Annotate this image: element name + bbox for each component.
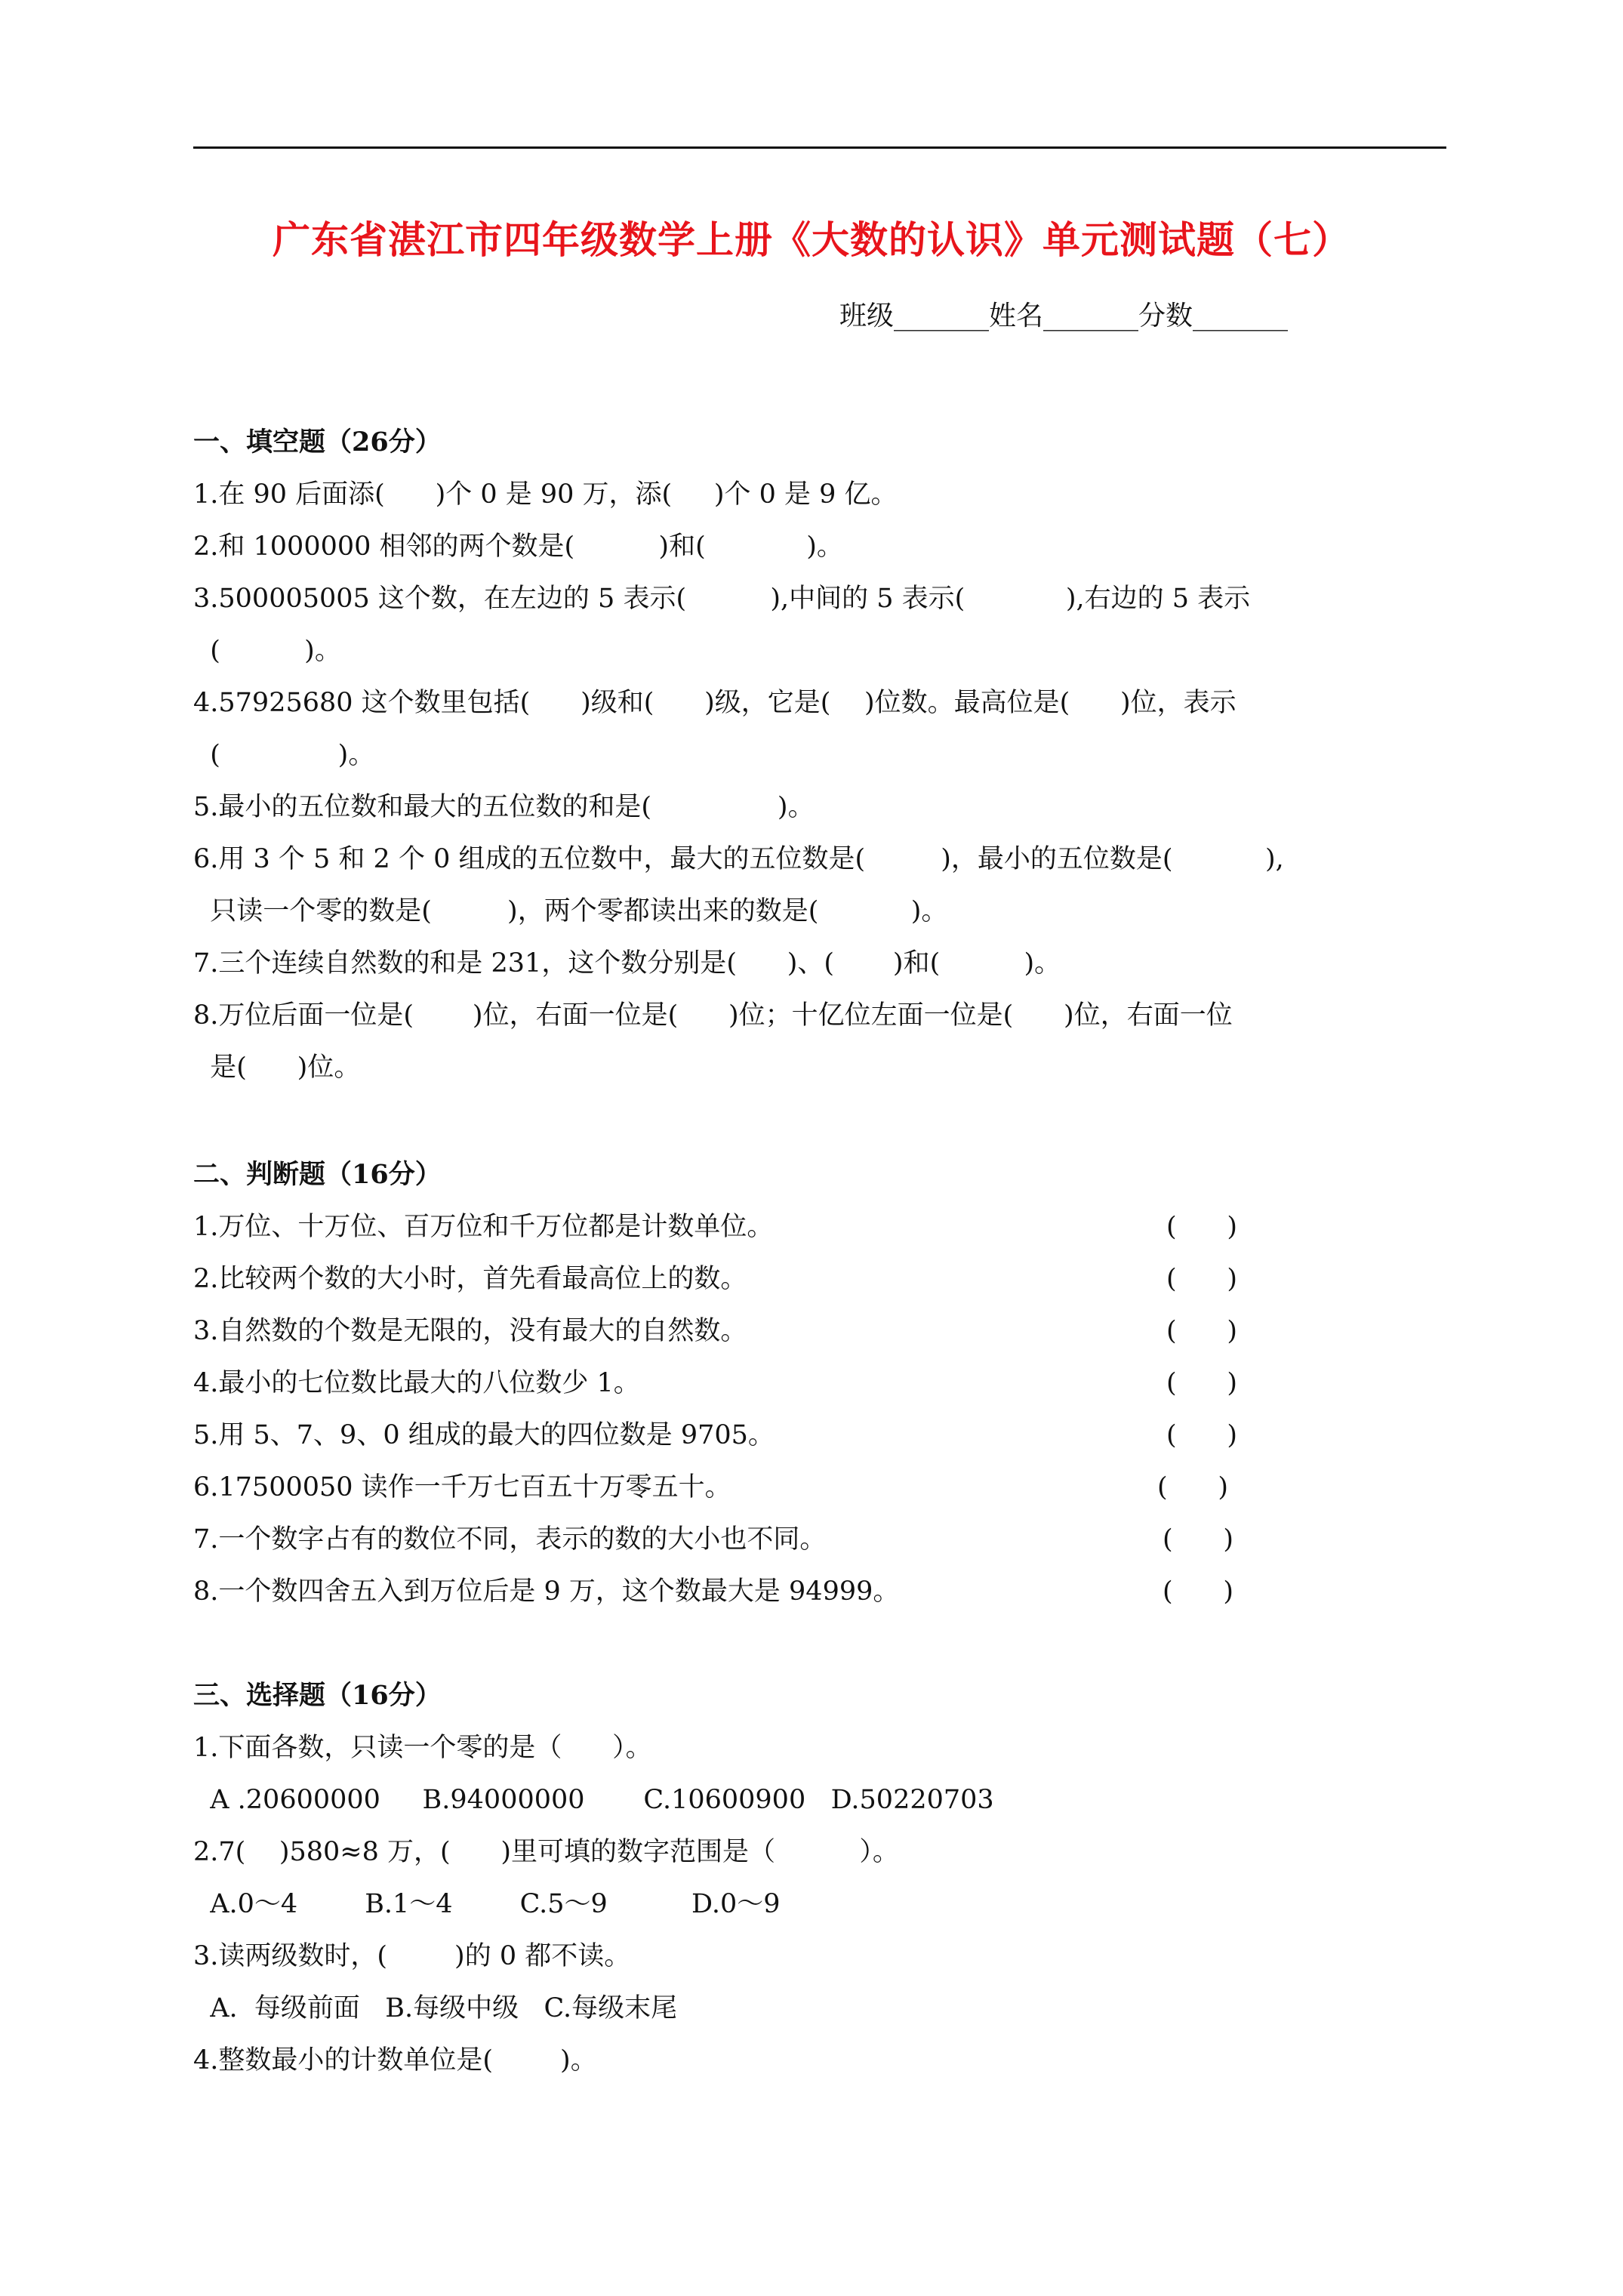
question-line: 只读一个零的数是( )，两个零都读出来的数是( )。 [193, 896, 948, 926]
question-line: 6.用 3 个 5 和 2 个 0 组成的五位数中，最大的五位数是( )，最小的五位数是( ), [193, 844, 1284, 874]
judge-item-text: 1.万位、十万位、百万位和千万位都是计数单位。 [193, 1212, 774, 1242]
question-line: 4.整数最小的计数单位是( )。 [193, 2045, 597, 2076]
judge-item-text: 3.自然数的个数是无限的，没有最大的自然数。 [193, 1316, 747, 1346]
judge-answer-paren: ( ) [1166, 1264, 1238, 1294]
question-line: 是( )位。 [193, 1052, 361, 1083]
question-line: 5.最小的五位数和最大的五位数的和是( )。 [193, 792, 815, 822]
judge-answer-paren: ( ) [1163, 1524, 1234, 1555]
judge-item-text: 5.用 5、7、9、0 组成的最大的四位数是 9705。 [193, 1420, 775, 1450]
question-line: ( )。 [193, 740, 375, 770]
section-heading-true-false: 二、判断题（16分） [193, 1159, 442, 1190]
page-title: 广东省湛江市四年级数学上册《大数的认识》单元测试题（七） [273, 217, 1350, 262]
choice-options: A. 每级前面 B.每级中级 C.每级末尾 [193, 1993, 678, 2023]
judge-item-text: 2.比较两个数的大小时，首先看最高位上的数。 [193, 1264, 747, 1294]
question-line: 7.三个连续自然数的和是 231，这个数分别是( )、( )和( )。 [193, 948, 1061, 978]
question-line: 2.7( )580≈8 万，( )里可填的数字范围是（ ）。 [193, 1837, 899, 1867]
judge-answer-paren: ( ) [1166, 1316, 1238, 1346]
judge-item-text: 7.一个数字占有的数位不同，表示的数的大小也不同。 [193, 1524, 827, 1555]
question-line: ( )。 [193, 636, 341, 666]
section-heading-multiple-choice: 三、选择题（16分） [193, 1680, 442, 1711]
header-rule [193, 146, 1446, 149]
choice-options: A .20600000 B.94000000 C.10600900 D.50220703 [193, 1785, 994, 1815]
question-line: 2.和 1000000 相邻的两个数是( )和( )。 [193, 532, 843, 562]
section-heading-fill-blank: 一、填空题（26分） [193, 427, 442, 458]
judge-answer-paren: ( ) [1166, 1420, 1238, 1450]
question-line: 8.万位后面一位是( )位，右面一位是( )位；十亿位左面一位是( )位，右面一位 [193, 1000, 1233, 1031]
question-line: 1.在 90 后面添( )个 0 是 90 万，添( )个 0 是 9 亿。 [193, 479, 898, 510]
judge-answer-paren: ( ) [1166, 1212, 1238, 1242]
judge-item-text: 8.一个数四舍五入到万位后是 9 万，这个数最大是 94999。 [193, 1576, 900, 1607]
judge-answer-paren: ( ) [1166, 1368, 1238, 1398]
question-line: 3.读两级数时，( )的 0 都不读。 [193, 1941, 631, 1971]
judge-answer-paren: ( ) [1163, 1576, 1234, 1607]
student-info-line: 班级_______姓名_______分数_______ [839, 300, 1289, 331]
judge-item-text: 6.17500050 读作一千万七百五十万零五十。 [193, 1472, 731, 1502]
question-line: 1.下面各数，只读一个零的是（ ）。 [193, 1733, 652, 1763]
question-line: 3.500005005 这个数，在左边的 5 表示( ),中间的 5 表示( ),右边的 5 表示 [193, 584, 1251, 614]
judge-answer-paren: ( ) [1157, 1472, 1229, 1502]
judge-item-text: 4.最小的七位数比最大的八位数少 1。 [193, 1368, 640, 1398]
choice-options: A.0～4 B.1～4 C.5～9 D.0～9 [193, 1889, 781, 1919]
question-line: 4.57925680 这个数里包括( )级和( )级，它是( )位数。最高位是( )位，表示 [193, 688, 1236, 718]
